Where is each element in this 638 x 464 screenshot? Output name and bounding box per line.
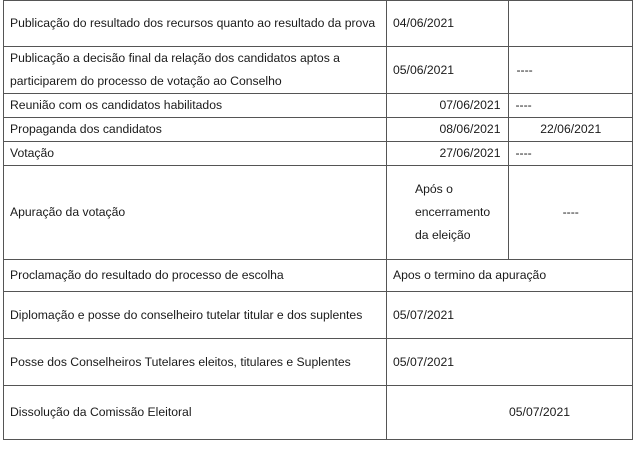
table-row [4,118,633,142]
table-row [4,1,633,47]
end-date-cell: ---- [509,94,633,118]
schedule-table [3,0,633,440]
start-date-cell: 05/07/2021 [387,339,633,386]
event-cell: Diplomação e posse do conselheiro tutelar titular e dos suplentes [4,292,387,339]
event-cell: Dissolução da Comissão Eleitoral [4,386,387,440]
start-date-cell: 05/06/2021 [387,47,509,94]
end-date-cell [509,1,633,47]
event-cell: Propaganda dos candidatos [4,118,387,142]
table-row [4,166,633,260]
end-date-cell: ---- [509,47,633,94]
table-row [4,94,633,118]
end-date-cell: 22/06/2021 [509,118,633,142]
event-cell: Votação [4,142,387,166]
event-cell: Reunião com os candidatos habilitados [4,94,387,118]
start-date-cell: Apos o termino da apuração [387,260,633,292]
table-row [4,260,633,292]
table-row [4,386,633,440]
start-date-cell: 27/06/2021 [387,142,509,166]
event-cell: Publicação a decisão final da relação dos candidatos aptos a participarem do processo de votação ao Conselho [4,47,387,94]
table-row [4,142,633,166]
start-date-cell: 05/07/2021 [387,292,633,339]
table-row [4,47,633,94]
event-cell: Proclamação do resultado do processo de escolha [4,260,387,292]
start-date-cell: 08/06/2021 [387,118,509,142]
start-date-cell: 07/06/2021 [387,94,509,118]
table-row [4,292,633,339]
end-date-cell: ---- [509,166,633,260]
start-date-cell: 04/06/2021 [387,1,509,47]
event-cell: Publicação do resultado dos recursos quanto ao resultado da prova [4,1,387,47]
end-date-cell: ---- [509,142,633,166]
start-date-cell: 05/07/2021 [387,386,633,440]
start-date-cell: Após o encerramento da eleição [387,166,509,260]
table-row [4,339,633,386]
event-cell: Apuração da votação [4,166,387,260]
event-cell: Posse dos Conselheiros Tutelares eleitos, titulares e Suplentes [4,339,387,386]
